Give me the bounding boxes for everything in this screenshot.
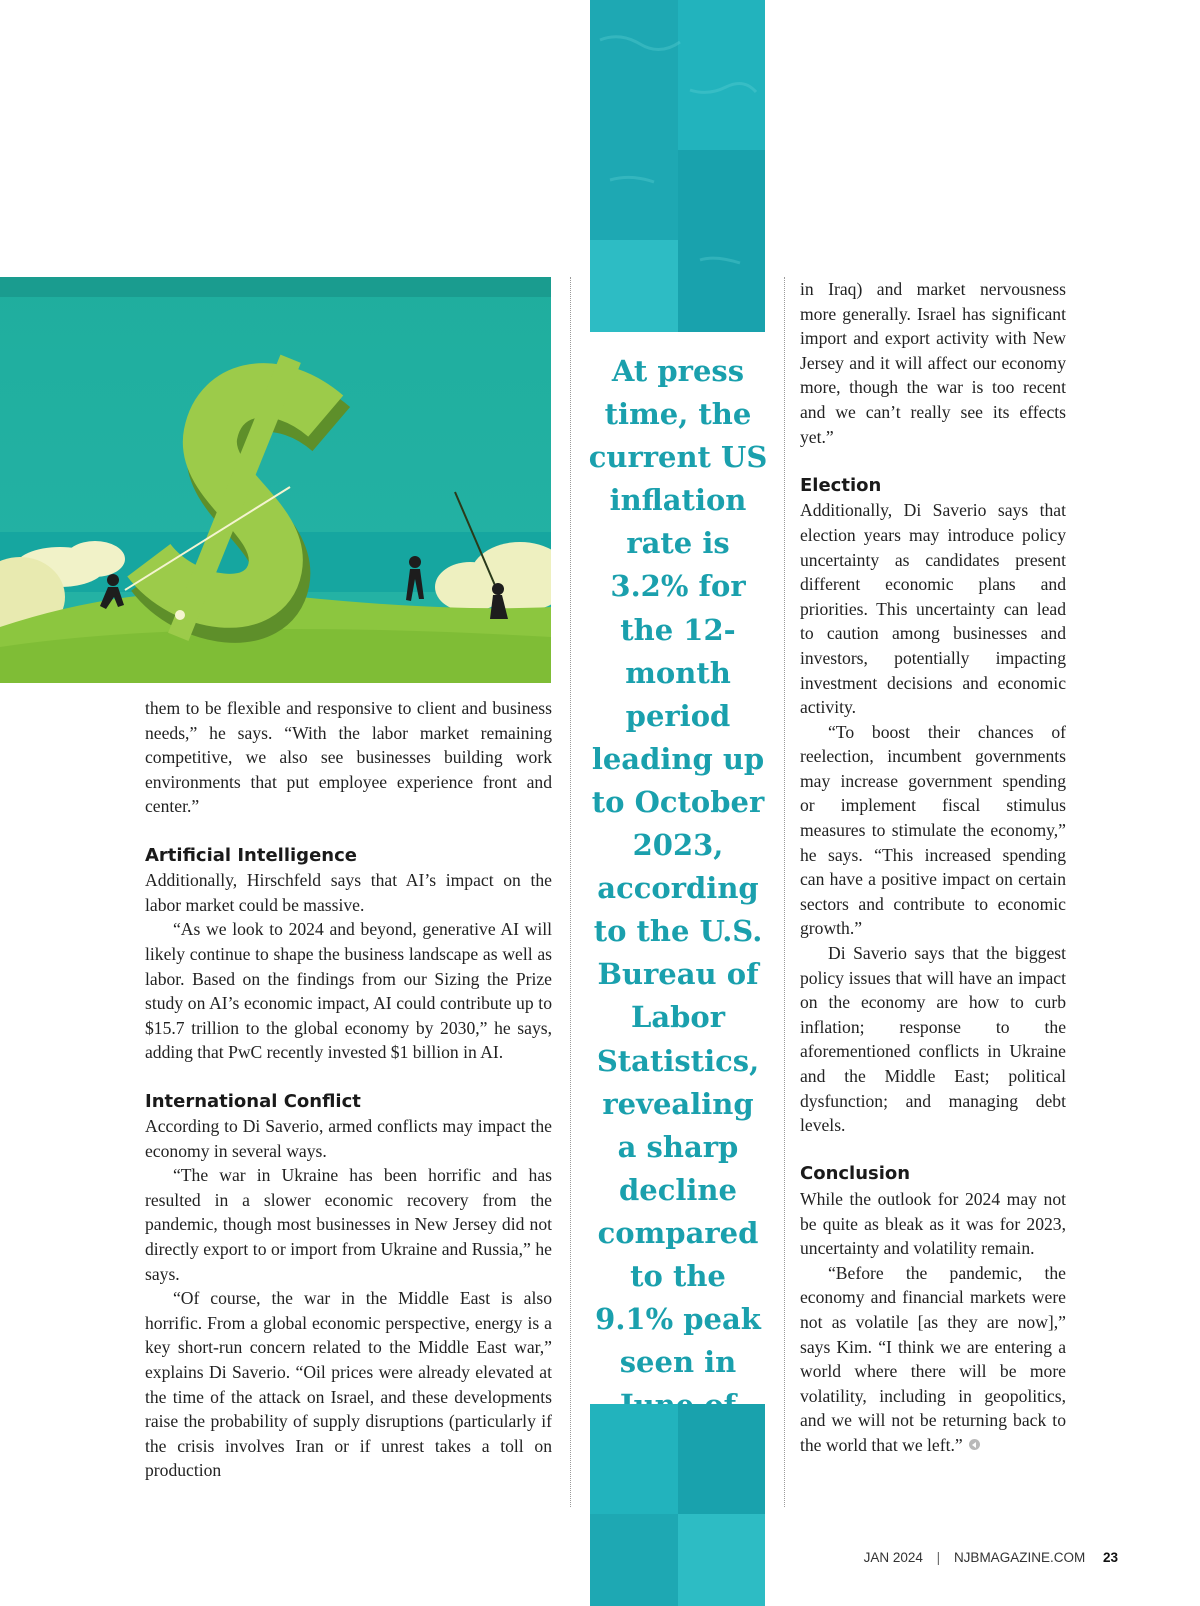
paragraph-text: “Before the pandemic, the economy and financial markets were not as volatile [as they are now],” says Kim. “I think we are entering a world where there will be more volatility, including in geopolitics, and we will not be returning back to the world that we left.” [800, 1262, 1066, 1455]
paragraph: in Iraq) and market nervousness more generally. Israel has significant import and export activity with New Jersey and it will affect our economy more, though the war is too recent and we can’t really see its effects yet.” [800, 279, 1066, 447]
paragraph: “To boost their chances of reelection, incumbent governments may increase government spending or implement fiscal stimulus measures to stimulate the economy,” he says. “This increased spending can have a positive impact on certain sectors and contribute to economic growth.” [800, 721, 1066, 939]
end-of-article-icon [969, 1439, 980, 1450]
section-heading-election: Election [800, 474, 882, 496]
paragraph: Di Saverio says that the biggest policy issues that will have an impact on the economy are how to curb inflation; response to the aforementioned conflicts in Ukraine and the Middle East; political dysfunction; and managing debt levels. [800, 943, 1066, 1136]
section-heading-conclusion: Conclusion [800, 1163, 911, 1185]
paragraph: “The war in Ukraine has been horrific and has resulted in a slower economic recovery from the pandemic, though most businesses in New Jersey did not directly export to or import from Ukraine and Russia,” he says. [145, 1165, 552, 1284]
right-text-column [800, 277, 1066, 1458]
teal-decor-top [590, 0, 765, 332]
dollar-sign-tug-of-war-illustration [0, 277, 551, 683]
footer-separator: | [936, 1550, 941, 1565]
left-text-column [145, 696, 552, 1483]
paragraph-final [800, 1261, 1066, 1458]
section-heading-international-conflict: International Conflict [145, 1090, 361, 1112]
paragraph: them to be flexible and responsive to client and business needs,” he says. “With the labor market remaining competitive, we also see businesses building work environments that put employee experience front and center.” [145, 698, 552, 817]
column-rule-right [784, 277, 785, 1507]
paragraph: Additionally, Di Saverio says that election years may introduce policy uncertainty as candidates present different economic plans and priorities. This uncertainty can lead to caution among businesses and investors, potentially impacting investment decisions and economic activity. [800, 500, 1066, 718]
section-heading-artificial-intelligence: Artificial Intelligence [145, 844, 357, 866]
paragraph: “As we look to 2024 and beyond, generative AI will likely continue to shape the business landscape as well as labor. Based on the findings from our Sizing the Prize study on AI’s economic impact, AI could contribute up to $15.7 trillion to the global economy by 2030,” he says, adding that PwC recently invested $1 billion in AI. [145, 919, 552, 1063]
paragraph: According to Di Saverio, armed conflicts may impact the economy in several ways. [145, 1116, 552, 1161]
magazine-website: NJBMAGAZINE.COM [953, 1550, 1086, 1565]
pull-quote: At press time, the current US inflation rate is 3.2% for the 12-month period leading up to October 2023, according to the U.S. Bureau of Labor Statistics, revealing a sharp decline compared to the 9.1% peak seen in [588, 354, 768, 1380]
page-number: 23 [1102, 1550, 1118, 1565]
column-rule-left [570, 277, 571, 1507]
paragraph: Additionally, Hirschfeld says that AI’s impact on the labor market could be massive. [145, 870, 552, 915]
paragraph: “Of course, the war in the Middle East is also horrific. From a global economic perspective, energy is a key short-run concern related to the Middle East war,” explains Di Saverio. “Oil prices were already elevated at the time of the attack on Israel, and these developments raise the probability of supply disruptions (particularly if the crisis involves Iran or if unrest takes a toll on production [145, 1288, 552, 1481]
paragraph: While the outlook for 2024 may not be quite as bleak as it was for 2023, uncertainty and volatility remain. [800, 1188, 1066, 1259]
teal-decor-bottom [590, 1404, 765, 1606]
issue-date: JAN 2024 [863, 1550, 923, 1565]
page-footer [864, 1550, 1118, 1565]
